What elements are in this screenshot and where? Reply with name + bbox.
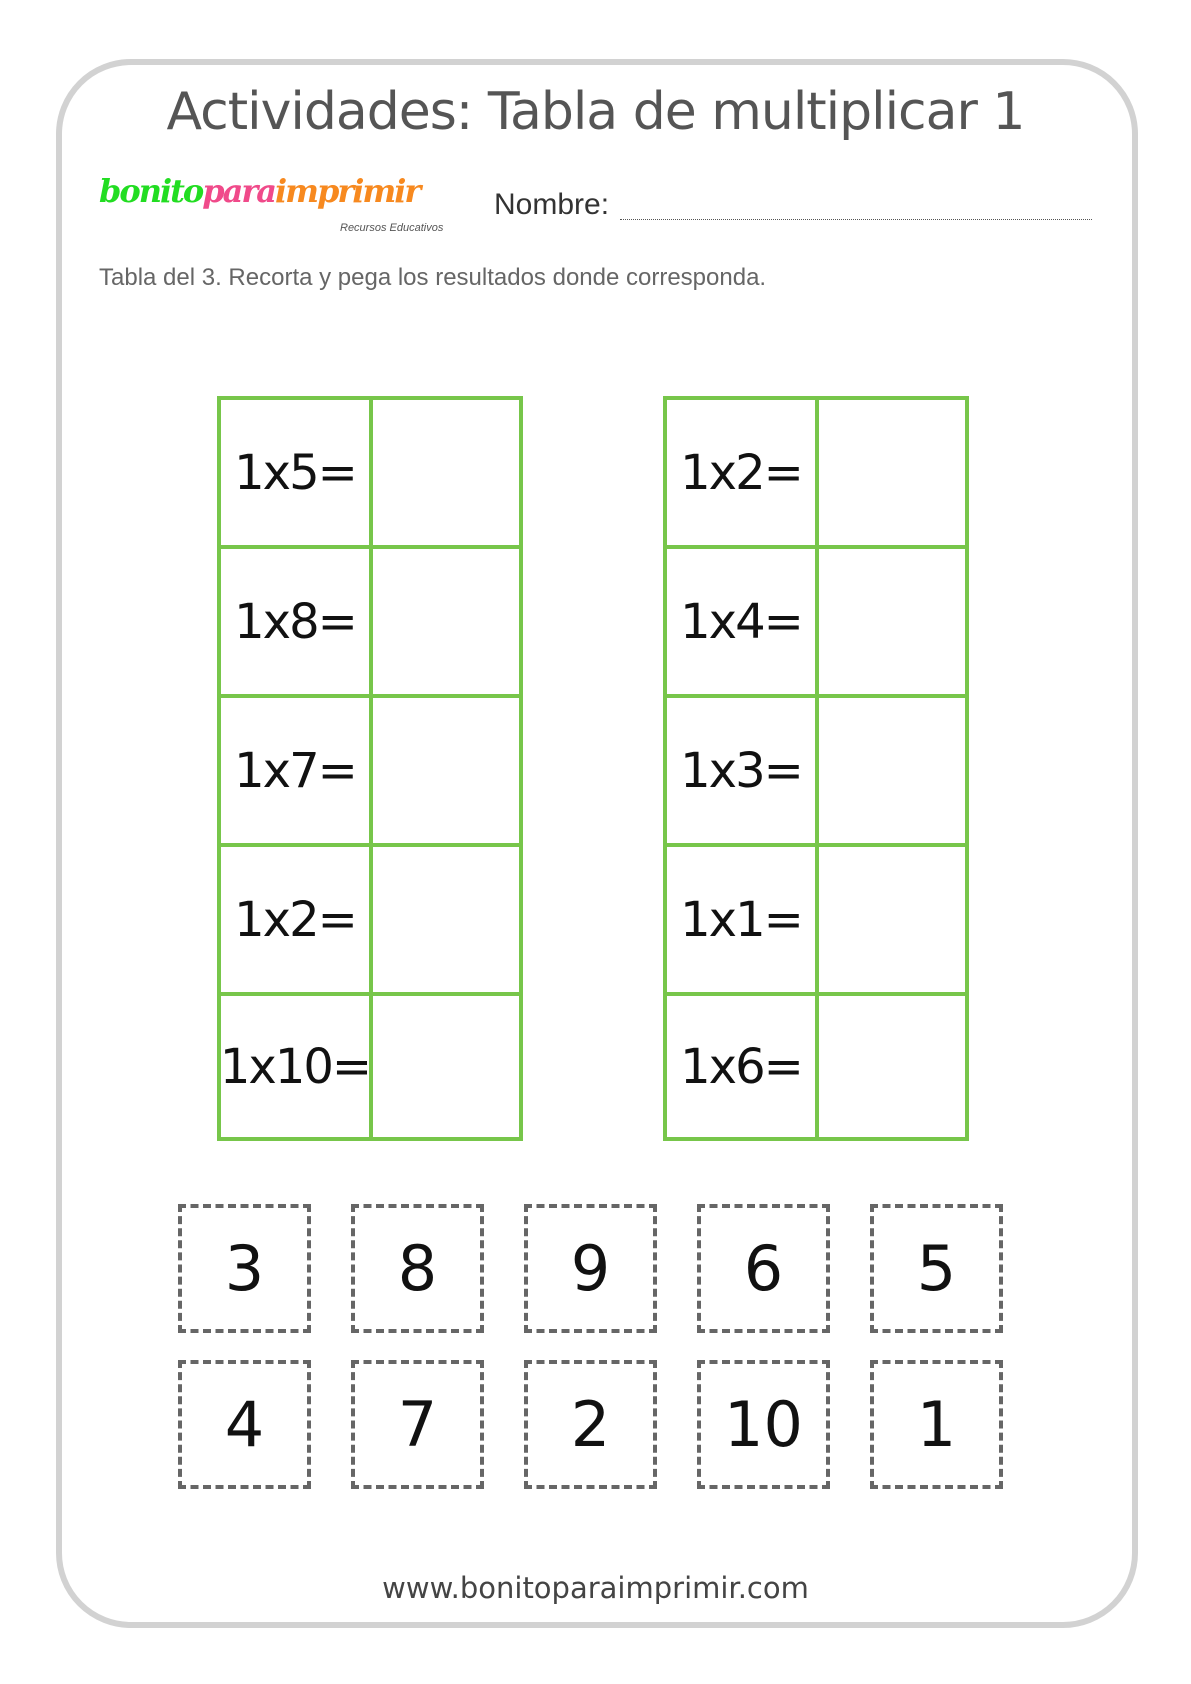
logo-part-imprimir: imprimir (274, 172, 420, 210)
question-cell: 1x2= (667, 400, 819, 545)
answer-cell[interactable] (373, 549, 519, 694)
logo-part-bonito: bonito (99, 172, 203, 210)
right-multiplication-table (663, 396, 969, 1141)
question-cell: 1x8= (221, 549, 373, 694)
cutout-card[interactable]: 10 (697, 1360, 830, 1489)
cutout-card[interactable]: 9 (524, 1204, 657, 1333)
question-cell: 1x10= (221, 996, 373, 1137)
answer-cell[interactable] (819, 698, 965, 843)
cutout-card[interactable]: 2 (524, 1360, 657, 1489)
table-row (221, 847, 519, 996)
cutout-card[interactable]: 4 (178, 1360, 311, 1489)
cutout-card[interactable]: 8 (351, 1204, 484, 1333)
table-row (667, 847, 965, 996)
logo-part-para: para (202, 172, 275, 210)
table-row (667, 400, 965, 549)
name-label: Nombre: (494, 188, 610, 221)
question-cell: 1x3= (667, 698, 819, 843)
answer-cell[interactable] (819, 847, 965, 992)
table-row (221, 400, 519, 549)
name-field-line[interactable] (620, 219, 1092, 220)
table-row (221, 549, 519, 698)
logo-subtitle: Recursos Educativos (340, 222, 444, 234)
question-cell: 1x4= (667, 549, 819, 694)
answer-cell[interactable] (373, 996, 519, 1137)
answer-cell[interactable] (373, 847, 519, 992)
table-row (667, 549, 965, 698)
table-row (667, 996, 965, 1137)
instruction-text: Tabla del 3. Recorta y pega los resultados donde corresponda. (99, 264, 767, 291)
question-cell: 1x5= (221, 400, 373, 545)
cutout-card[interactable]: 3 (178, 1204, 311, 1333)
answer-cell[interactable] (819, 996, 965, 1137)
cutout-card[interactable]: 1 (870, 1360, 1003, 1489)
footer-url: www.bonitoparaimprimir.com (382, 1571, 809, 1605)
question-cell: 1x1= (667, 847, 819, 992)
logo (99, 172, 419, 210)
answer-cell[interactable] (819, 400, 965, 545)
cutout-card[interactable]: 7 (351, 1360, 484, 1489)
answer-cell[interactable] (373, 698, 519, 843)
table-row (221, 698, 519, 847)
table-row (221, 996, 519, 1137)
question-cell: 1x6= (667, 996, 819, 1137)
cutout-card[interactable]: 6 (697, 1204, 830, 1333)
answer-cell[interactable] (819, 549, 965, 694)
table-row (667, 698, 965, 847)
cutout-card[interactable]: 5 (870, 1204, 1003, 1333)
question-cell: 1x2= (221, 847, 373, 992)
question-cell: 1x7= (221, 698, 373, 843)
left-multiplication-table (217, 396, 523, 1141)
page-title: Actividades: Tabla de multiplicar 1 (166, 82, 1025, 142)
answer-cell[interactable] (373, 400, 519, 545)
